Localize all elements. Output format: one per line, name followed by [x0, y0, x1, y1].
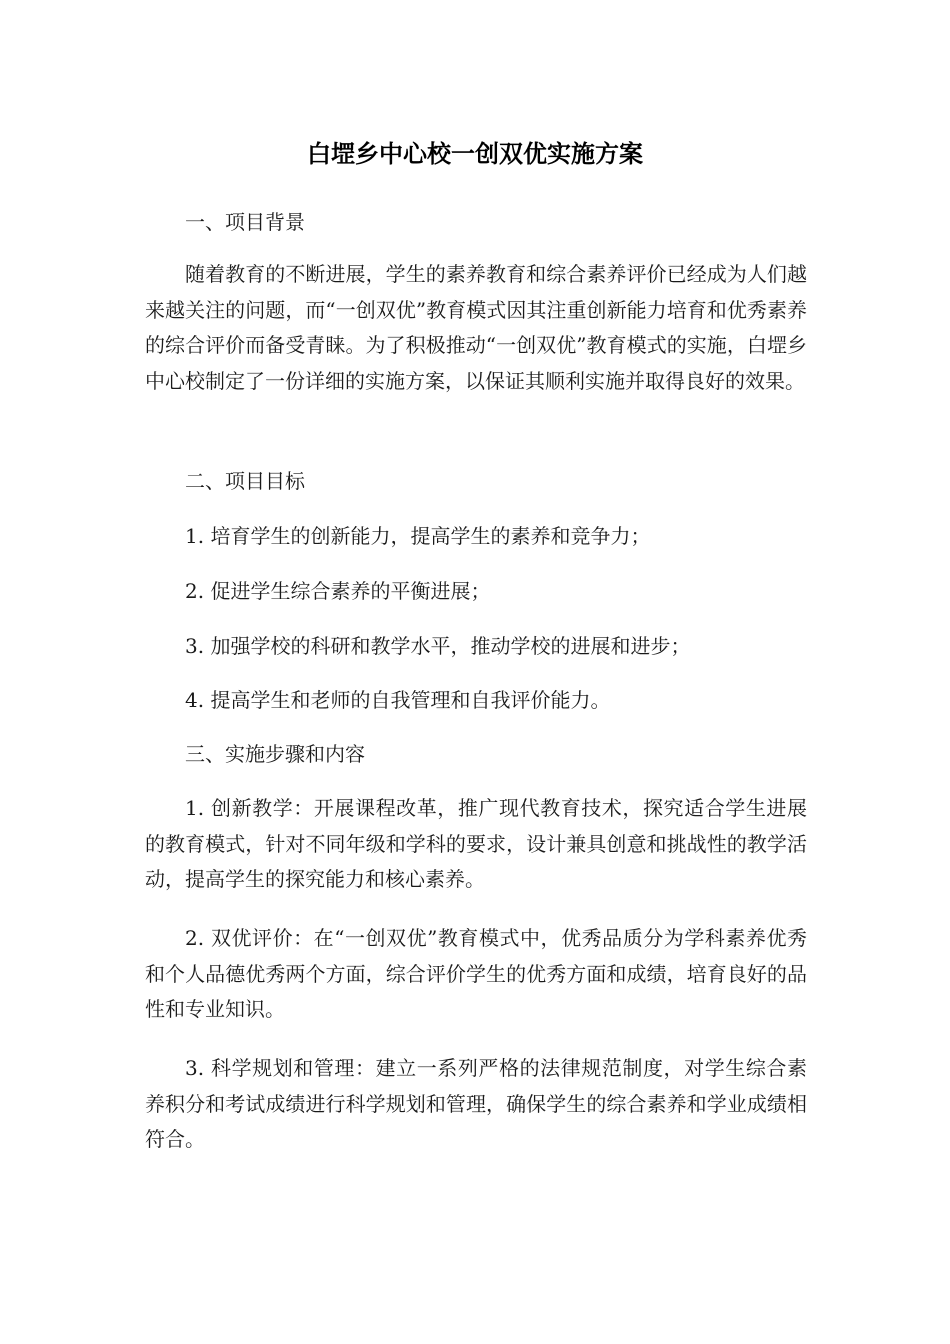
goal-item-2: 2. 促进学生综合素养的平衡进展；	[185, 579, 491, 603]
goal-item-1: 1. 培育学生的创新能力，提高学生的素养和竞争力；	[185, 524, 651, 548]
goal-item-3: 3. 加强学校的科研和教学水平，推动学校的进展和进步；	[185, 634, 691, 658]
step-item-3: 3. 科学规划和管理：建立一系列严格的法律规范制度，对学生综合素养积分和考试成绩进行科学规划和管理，确保学生的综合素养和学业成绩相符合。	[145, 1056, 807, 1151]
step-item-2: 2. 双优评价：在“一创双优”教育模式中，优秀品质分为学科素养优秀和个人品德优秀两个方面，综合评价学生的优秀方面和成绩，培育良好的品性和专业知识。	[145, 926, 807, 1021]
document-title: 白堽乡中心校一创双优实施方案	[307, 140, 643, 168]
step-item-1: 1. 创新教学：开展课程改革，推广现代教育技术，探究适合学生进展的教育模式，针对不同年级和学科的要求，设计兼具创意和挑战性的教学活动，提高学生的探究能力和核心素养。	[145, 796, 807, 891]
section-heading-steps: 三、实施步骤和内容	[185, 742, 365, 766]
paragraph-background: 随着教育的不断进展，学生的素养教育和综合素养评价已经成为人们越来越关注的问题，而“一创双优”教育模式因其注重创新能力培育和优秀素养的综合评价而备受青睐。为了积极推动“一创双优”教育模式的实施，白堽乡中心校制定了一份详细的实施方案，以保证其顺利实施并取得良好的效果。	[145, 262, 807, 393]
section-heading-background: 一、项目背景	[185, 210, 305, 234]
goal-item-4: 4. 提高学生和老师的自我管理和自我评价能力。	[185, 688, 611, 712]
section-heading-goals: 二、项目目标	[185, 469, 305, 493]
